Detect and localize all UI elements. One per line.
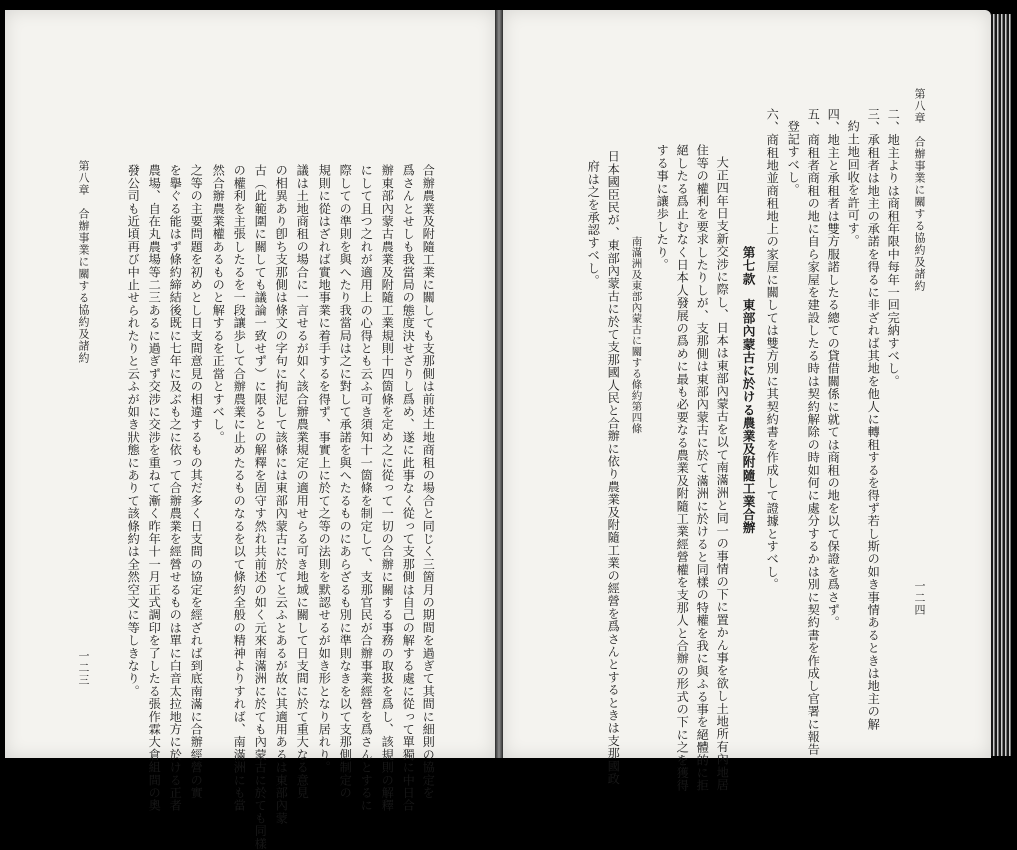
right-col-1: 二、地主よりは商租年限中每年一回完納すべし。 <box>886 108 901 388</box>
right-page <box>503 10 991 792</box>
right-col-4: 四、地主と承租者は雙方服諾したる總ての貸借關係に就ては商租の地を以て保證を爲さず。 <box>826 108 841 629</box>
left-col-13: を擧ぐる能はず條約締結後既に七年に及ぶも之に依って合辦農業を經營せるものは單に白音太拉地方に於ける正者 <box>168 164 183 812</box>
treaty-article-title: 南滿洲及東部內蒙古に關する條約第四條 <box>630 236 643 434</box>
left-col-15: 發公司も近頃再び中止せられたりと云ふが如き狀態にありて該條約は全然空文に等しきなり。 <box>126 164 141 698</box>
right-col-2: 三、承租者は地主の承諾を得るに非ざれば其地を他人に轉租するを得ず若し斯の如き事情あるときは地主の解 <box>866 108 881 731</box>
right-col-12: する事に讓歩したり。 <box>655 144 670 271</box>
right-page-number: 一二四 <box>913 580 926 616</box>
left-col-9: 古（此範圍に關しても議論一致せず）に限るとの解釋を固守す然れ共前述の如く元來南滿洲に於ても內蒙古に於ても同樣 <box>253 164 268 850</box>
left-running-head: 第八章 合辦事業に關する協約及諸約 <box>77 160 90 364</box>
left-page <box>5 10 495 850</box>
right-col-10: 住等の權利を要求したりしが、支那側は東部內蒙古に於て滿洲に於けると同樣の特權を我に與ふる事を絕體的に拒 <box>695 144 710 792</box>
right-col-6: 登記すべし。 <box>786 120 801 197</box>
right-col-7: 六、商租地並商租地上の家屋に關しては雙方別に其契約書を作成して證據とすべし。 <box>765 108 780 591</box>
right-col-3: 約土地回收を許可す。 <box>846 120 861 247</box>
left-col-2: 爲さんとせしも我當局の態度決せざりし爲め、遂に此事なく從って支那側は自己の解する處に從って單獨に中日合 <box>401 164 416 812</box>
left-page-number: 一二三 <box>77 650 90 686</box>
section-heading: 第七款 東部內蒙古に於ける農業及附隨工業合辦 <box>740 246 756 535</box>
right-col-11: 絕したる爲止むなく日本人發展の爲めに最も必要なる農業及附隨工業經營權を支那人と合辦の形式の下に之を獲得 <box>675 144 690 792</box>
right-running-head: 第八章 合辦事業に關する協約及諸約 <box>913 88 926 292</box>
left-col-4: にして且つ之れが適用上の心得とも云ふ可き須知十一箇條を制定して、支那官民が合辦事業經營を爲さんとするに <box>359 164 374 812</box>
left-col-6: 規則に從はざれば實地事業に着手するを得ず、事實上に於て之等の法則を默認せるが如き形となり居れり。 <box>317 164 332 774</box>
left-col-5: 際しての準則を與へたり我當局は之に對して承諾を與へたるものにあらざるも別に準則なきを以て支那側制定の <box>338 164 353 799</box>
left-col-14: 農場、自在丸農場等二三あるに過ぎず交涉に交涉を重ねて漸く昨年十一月正式調印を了したる張作霖大倉組間の奧 <box>147 164 162 812</box>
left-col-8: の相異あり卽ち支那側は條文の字句に拘泥して該條には東部內蒙古に於てと云ふとあるが故に其適用あるは東部內蒙 <box>274 164 289 825</box>
book-spine <box>495 10 503 758</box>
left-col-3: 辦東部內蒙古農業及附隨工業規則十四箇條を定め之に從って一切の合辦に關する事務の取扱を爲し、該規則の解釋 <box>380 164 395 812</box>
page-edges <box>991 14 1011 756</box>
left-col-7: 議は土地商租の場合に一言せるが如く該合辦農業規定の適用せらる可き地域に關して日支間に於て重大なる意見 <box>295 164 310 799</box>
left-col-10: の權利を主張したるを一段讓歩して合辦農業に止めたるものなるを以て條約全般の精神よりすれば、南滿洲にも當 <box>232 164 247 812</box>
right-col-9: 大正四年日支新交涉に際し、日本は東部內蒙古を以て南滿洲と同一の事情の下に置かん事を欲し土地所有內地居 <box>715 156 730 791</box>
left-col-1: 合辦農業及附隨工業に關しても支那側は前述土地商租の場合と同じく三箇月の期間を過ぎて其間に細則の協定を <box>421 164 436 799</box>
left-col-12: 之等の主要問題を初めとし日支間意見の相違するもの其だ多く日支間の協定を經ざれば到底南滿に合辦經營の實 <box>189 164 204 799</box>
right-col-5: 五、商租者商租の地に自ら家屋を建設したる時は契約解除の時如何に處分するかは別に契約書を作成し官署に報告 <box>806 108 821 756</box>
left-col-11: 然合辦農業權あるものと解するを正當とすべし。 <box>211 164 226 444</box>
right-col-15: 府は之を承認すべし。 <box>586 160 601 287</box>
right-col-14: 日本國臣民が、東部內蒙古に於て支那國人民と合辦に依り農業及附隨工業の經營を爲さんとするときは支那國政 <box>606 150 621 785</box>
